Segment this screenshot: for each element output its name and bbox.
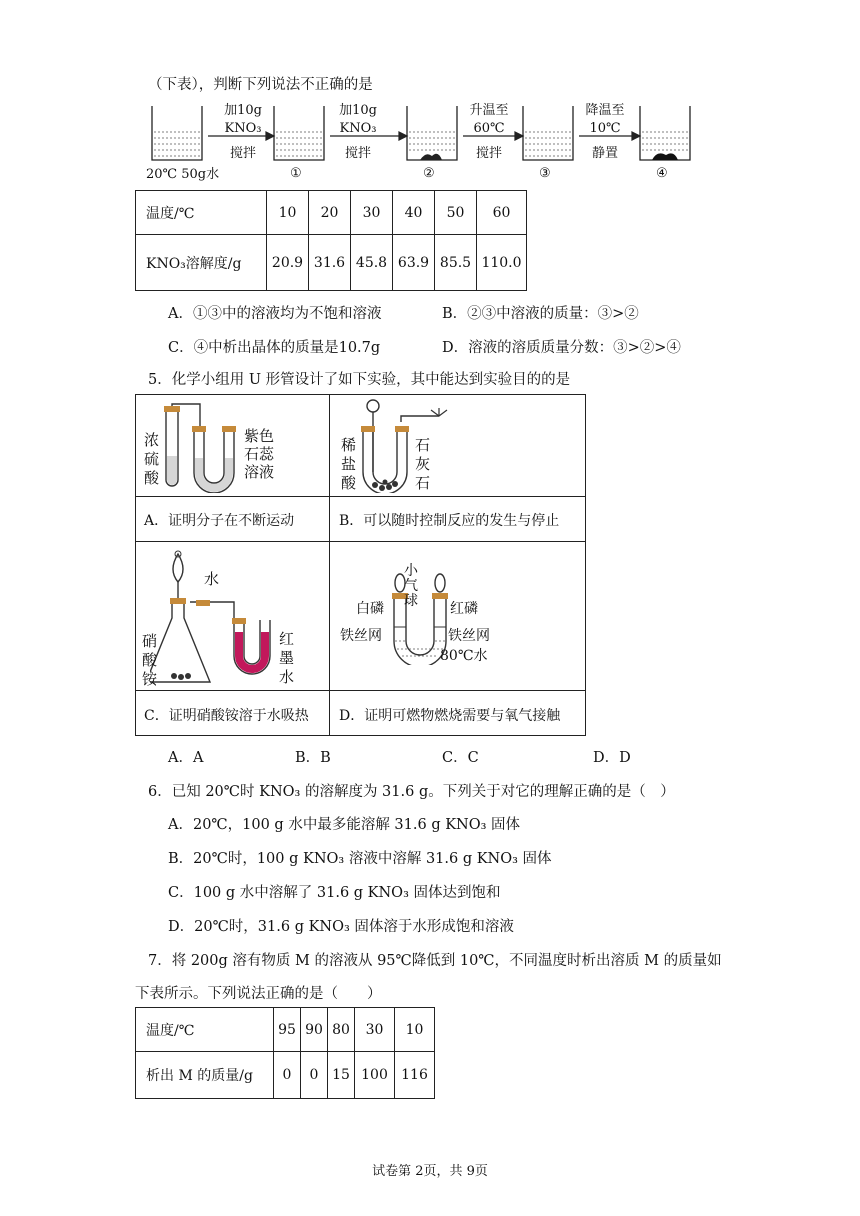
crystals — [652, 153, 678, 160]
step2-mid: KNO₃ — [339, 121, 377, 136]
beaker-2 — [407, 106, 457, 160]
exp-a-caption: A．证明分子在不断运动 — [144, 513, 295, 529]
exp-d-caption: D．证明可燃物燃烧需要与氧气接触 — [339, 708, 561, 724]
q5-stem: 5．化学小组用 U 形管设计了如下实验，其中能达到实验目的的是 — [148, 372, 571, 388]
step1-mid: KNO₃ — [224, 121, 262, 136]
beaker-label-1: ① — [290, 166, 302, 181]
exp-d-mesh-right-label: 铁丝网 — [448, 628, 490, 644]
intro-line: （下表），判断下列说法不正确的是 — [148, 77, 373, 93]
exp-d-water-label: 80℃水 — [440, 648, 488, 664]
table-cell: 50 — [435, 191, 477, 235]
table-cell: 45.8 — [351, 235, 393, 291]
exp-d-red-p-label: 红磷 — [450, 601, 478, 617]
exp-c-left-label: 硝酸铵 — [142, 632, 158, 688]
table-cell: 30 — [351, 191, 393, 235]
solubility-table — [135, 190, 527, 291]
exp-d-balloon-label: 小气球 — [404, 563, 418, 609]
undissolved-solid — [420, 154, 442, 160]
step3-mid: 60℃ — [473, 121, 505, 136]
step4-mid: 10℃ — [589, 121, 621, 136]
step4-bot: 静置 — [591, 146, 618, 161]
table-cell: 85.5 — [435, 235, 477, 291]
beaker-label-2: ② — [423, 166, 435, 181]
table-cell: 60 — [477, 191, 527, 235]
table-header-solubility: KNO₃溶解度/g — [136, 235, 267, 291]
beaker-1 — [274, 106, 324, 160]
table-header-mass: 析出 M 的质量/g — [136, 1052, 274, 1099]
exp-c-right-label: 红墨水 — [279, 630, 295, 686]
beaker-label-3: ③ — [539, 166, 551, 181]
table-cell: 10 — [395, 1008, 435, 1052]
exp-d-mesh-left-label: 铁丝网 — [340, 628, 382, 644]
exp-d-white-p-label: 白磷 — [356, 601, 384, 617]
table-cell: 15 — [328, 1052, 355, 1099]
page-footer: 试卷第 2页，共 9页 — [372, 1164, 488, 1179]
table-cell: 110.0 — [477, 235, 527, 291]
table-header-temp: 温度/℃ — [136, 191, 267, 235]
q4-option-a: A．①③中的溶液均为不饱和溶液 — [168, 306, 382, 322]
table-header-temp: 温度/℃ — [136, 1008, 274, 1052]
step1-bot: 搅拌 — [229, 146, 256, 161]
precipitate-table — [135, 1007, 435, 1099]
q5-option-d: D．D — [593, 750, 631, 766]
q4-option-d: D．溶液的溶质质量分数：③>②>④ — [442, 340, 681, 356]
exp-c-water-label: 水 — [204, 570, 220, 588]
beaker-4 — [640, 106, 690, 160]
table-cell: 31.6 — [309, 235, 351, 291]
q5-option-a: A．A — [168, 750, 204, 766]
exp-a-right-2: 石蕊 — [244, 445, 275, 463]
q6-option-d: D．20℃时，31.6 g KNO₃ 固体溶于水形成饱和溶液 — [168, 919, 514, 935]
table-cell: 20.9 — [267, 235, 309, 291]
table-cell: 40 — [393, 191, 435, 235]
exp-b-right-label: 石灰石 — [415, 436, 431, 492]
step3-top: 升温至 — [469, 103, 509, 118]
exp-a-left-text: 浓硫酸 — [144, 431, 160, 487]
table-cell: 0 — [301, 1052, 328, 1099]
step3-bot: 搅拌 — [475, 146, 502, 161]
exp-a-right-1: 紫色 — [244, 427, 275, 445]
experiment-a-drawing — [150, 398, 330, 493]
exp-b-left-label: 稀盐酸 — [341, 436, 357, 492]
q6-stem: 6．已知 20℃时 KNO₃ 的溶解度为 31.6 g。下列关于对它的理解正确的是（ ） — [148, 784, 675, 800]
exp-b-caption: B．可以随时控制反应的发生与停止 — [339, 513, 560, 529]
table-cell: 100 — [355, 1052, 395, 1099]
exp-a-left-label — [144, 431, 174, 488]
step2-bot: 搅拌 — [344, 146, 371, 161]
q5-option-b: B．B — [295, 750, 331, 766]
step4-top: 降温至 — [585, 103, 625, 118]
step1-top: 加10g — [224, 103, 262, 118]
exp-a-right-3: 溶液 — [244, 463, 275, 481]
table-cell: 90 — [301, 1008, 328, 1052]
q4-option-b: B．②③中溶液的质量：③>② — [442, 306, 639, 322]
beaker-label-4: ④ — [656, 166, 668, 181]
table-cell: 63.9 — [393, 235, 435, 291]
q6-option-a: A．20℃，100 g 水中最多能溶解 31.6 g KNO₃ 固体 — [168, 817, 521, 833]
exp-c-caption: C．证明硝酸铵溶于水吸热 — [144, 708, 309, 724]
table-cell: 30 — [355, 1008, 395, 1052]
table-cell: 80 — [328, 1008, 355, 1052]
table-cell: 95 — [274, 1008, 301, 1052]
experiment-c-drawing — [150, 548, 330, 688]
step2-top: 加10g — [339, 103, 377, 118]
table-cell: 116 — [395, 1052, 435, 1099]
q4-option-c: C．④中析出晶体的质量是10.7g — [168, 340, 381, 356]
beaker-3 — [523, 106, 573, 160]
table-cell: 10 — [267, 191, 309, 235]
initial-beaker-label: 20℃ 50g水 — [146, 167, 220, 182]
q5-option-c: C．C — [442, 750, 479, 766]
q7-stem-line1: 7．将 200g 溶有物质 M 的溶液从 95℃降低到 10℃，不同温度时析出溶质 M 的质量如 — [148, 953, 722, 969]
q6-option-b: B．20℃时，100 g KNO₃ 溶液中溶解 31.6 g KNO₃ 固体 — [168, 851, 552, 867]
experiment-b-drawing — [345, 398, 465, 493]
beaker-initial — [152, 106, 202, 160]
q7-stem-line2: 下表所示。下列说法正确的是（ ） — [135, 986, 382, 1002]
table-cell: 20 — [309, 191, 351, 235]
table-cell: 0 — [274, 1052, 301, 1099]
q6-option-c: C．100 g 水中溶解了 31.6 g KNO₃ 固体达到饱和 — [168, 885, 501, 901]
